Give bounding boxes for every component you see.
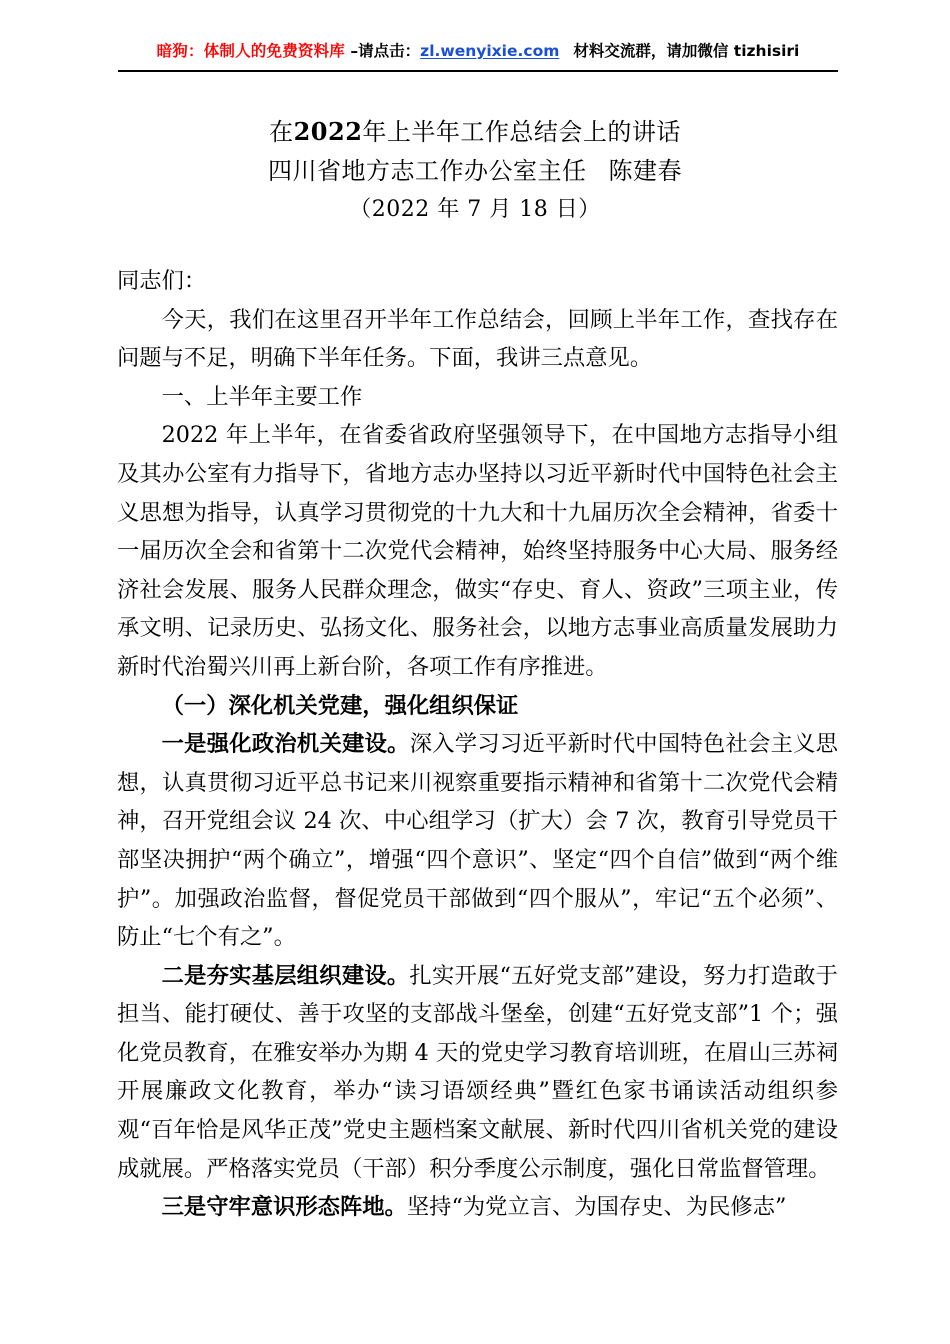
title-speaker-name: 陈建春 <box>608 157 682 185</box>
document-title-line-1 <box>117 112 833 152</box>
item-one-text: 深入学习习近平新时代中国特色社会主义思想，认真贯彻习近平总书记来川视察重要指示精神和省第十二次党代会精神，召开党组会议 24 次、中心组学习（扩大）会 7 次，教育引导党员干部坚决拥护“两个确立”，增强“四个意识”、坚定“四个自信”做到“两个维护”。加强政治监督，督促党员干部做到“四个服从”，牢记“五个必须”、防止“七个有之”。 <box>117 731 838 951</box>
item-three-paragraph <box>117 1188 838 1227</box>
promo-tail-text: 材料交流群，请加微信 tizhisiri <box>573 42 800 60</box>
item-one-paragraph <box>117 725 838 957</box>
promo-red-text: 暗狗：体制人的免费资料库 <box>156 42 346 60</box>
item-three-text: 坚持“为党立言、为国存史、为民修志” <box>406 1194 787 1221</box>
promo-banner <box>118 38 838 64</box>
salutation-paragraph: 同志们： <box>117 268 207 294</box>
title-suffix: 年上半年工作总结会上的讲话 <box>362 118 681 146</box>
item-two-text: 扎实开展“五好党支部”建设，努力打造敢于担当、能打硬仗、善于攻坚的支部战斗堡垒，创建“五好党支部”1 个；强化党员教育，在雅安举办为期 4 天的党史学习教育培训班，在眉山三苏祠开展廉政文化教育，举办“读习语颂经典”暨红色家书诵读活动组织参观“百年恰是风华正茂”党史主题档案文献展、新时代四川省机关党的建设成就展。严格落实党员（干部）积分季度公示制度，强化日常监督管理。 <box>117 962 838 1182</box>
subsection-one-heading: （一）深化机关党建，强化组织保证 <box>161 692 519 719</box>
item-three-lead: 三是守牢意识形态阵地。 <box>161 1194 407 1221</box>
document-title-line-2 <box>117 152 833 191</box>
item-two-lead: 二是夯实基层组织建设。 <box>161 962 410 989</box>
document-body <box>117 262 838 1227</box>
promo-prefix-text: –请点击： <box>345 42 421 60</box>
document-title-block <box>117 112 833 229</box>
document-date-line: （2022 年 7 月 18 日） <box>349 197 601 222</box>
title-year: 2022 <box>293 117 363 146</box>
banner-divider-rule <box>118 70 838 72</box>
overview-paragraph: 2022 年上半年，在省委省政府坚强领导下，在中国地方志指导小组及其办公室有力指导下，省地方志办坚持以习近平新时代中国特色社会主义思想为指导，认真学习贯彻党的十九大和十九届历次全会精神，省委十一届历次全会和省第十二次党代会精神，始终坚持服务中心大局、服务经济社会发展、服务人民群众理念，做实“存史、育人、资政”三项主业，传承文明、记录历史、弘扬文化、服务社会，以地方志事业高质量发展助力新时代治蜀兴川再上新台阶，各项工作有序推进。 <box>117 422 838 680</box>
title-prefix: 在 <box>269 118 294 146</box>
section-one-heading: 一、上半年主要工作 <box>161 383 363 410</box>
opening-paragraph: 今天，我们在这里召开半年工作总结会，回顾上半年工作，查找存在问题与不足，明确下半年任务。下面，我讲三点意见。 <box>117 306 838 372</box>
item-one-lead: 一是强化政治机关建设。 <box>161 731 410 758</box>
promo-link[interactable]: zl.wenyixie.com <box>420 42 560 60</box>
title-organization: 四川省地方志工作办公室主任 <box>268 157 587 185</box>
item-two-paragraph <box>117 957 838 1189</box>
